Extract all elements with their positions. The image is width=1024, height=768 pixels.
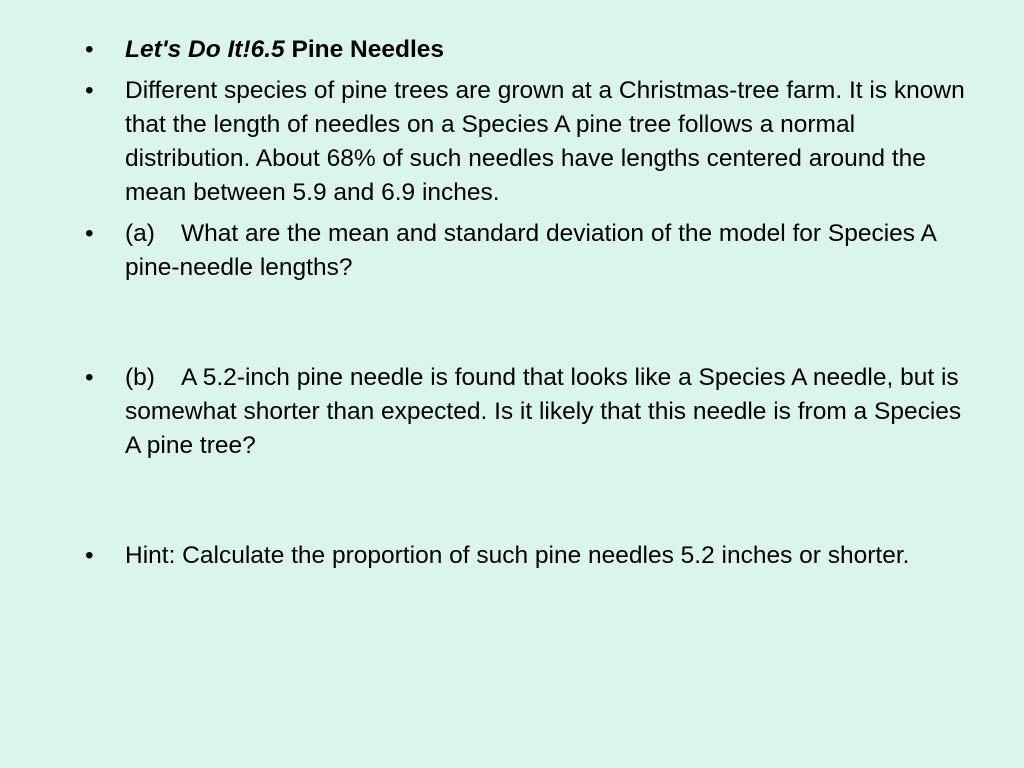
hint-text: Hint: Calculate the proportion of such pine needles 5.2 inches or shorter. (125, 542, 910, 569)
question-b-label: (b) (125, 364, 155, 391)
bullet-list (85, 33, 965, 573)
bullet-icon: • (85, 542, 94, 569)
bullet-icon: • (85, 36, 94, 63)
question-b-bullet (85, 361, 965, 463)
exercise-title: Pine Needles (291, 36, 444, 63)
exercise-label: Let's Do It!6.5 (125, 36, 285, 63)
bullet-icon: • (85, 364, 94, 391)
bullet-icon: • (85, 220, 94, 247)
bullet-icon: • (85, 77, 94, 104)
question-b-text: A 5.2-inch pine needle is found that looks like a Species A needle, but is somewhat shorter than expected. Is it likely that this needle is from a Species A pine tree? (125, 364, 962, 459)
description-bullet (85, 74, 965, 210)
description-text: Different species of pine trees are grown at a Christmas-tree farm. It is known that the length of needles on a Species A pine tree follows a normal distribution. About 68% of such needles have lengths centered around the mean between 5.9 and 6.9 inches. (125, 77, 965, 206)
question-a-bullet (85, 217, 965, 285)
title-bullet (85, 33, 965, 67)
hint-bullet (85, 539, 965, 573)
question-a-label: (a) (125, 220, 155, 247)
question-a-text: What are the mean and standard deviation of the model for Species A pine-needle lengths? (125, 220, 936, 281)
